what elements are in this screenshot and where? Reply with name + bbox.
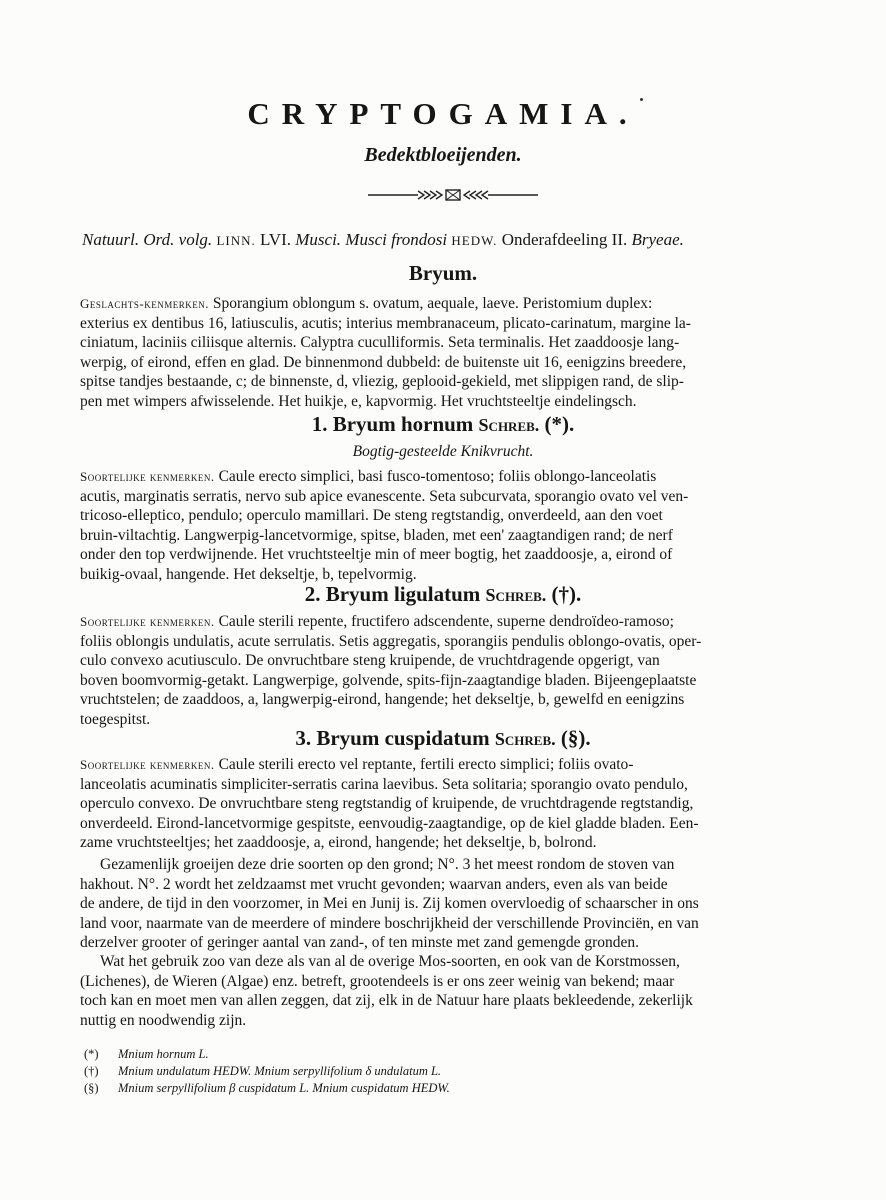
text-line: toch kan en moet men van allen zeggen, dat zij, elk in de Natuur hare plaats bekleedende, zekerlijk [80, 992, 693, 1009]
subdivision-label: Onderafdeeling II. [501, 230, 628, 249]
habitat-paragraph [80, 855, 822, 953]
text-line: culo convexo acutiusculo. De onvruchtbare steng kruipende, de vruchtdragende opgerigt, van [80, 652, 660, 669]
ornament-divider-icon [368, 189, 538, 201]
species-author: Schreb. [494, 729, 556, 749]
text-line: onder den top verdwijnende. Het vruchtsteeltje min of meer bogtig, het zaaddoosje, a, eirond of [80, 546, 673, 563]
order-classification [82, 230, 822, 250]
text-line: ciniatum, laciniis ciliisque alternis. Calyptra cuculliformis. Seta terminalis. Het zaaddoosje lang- [80, 334, 680, 351]
species-author: Schreb. [478, 415, 540, 435]
order-number: LVI. [259, 230, 291, 249]
text-line: boven boomvormig-getakt. Langwerpige, golvende, spits-fijn-zaagtandige bladen. Bijeengeplaatste [80, 671, 697, 689]
page-subtitle: Bedektbloeijenden. [364, 144, 522, 166]
species-dutch-name: Bogtig-gesteelde Knikvrucht. [352, 443, 534, 460]
text-line: toegespitst. [80, 710, 151, 728]
footnote-mark: (†). [551, 582, 582, 606]
text-line: zame vruchtsteeltjes; het zaaddoosje, a, eirond, hangende; het dekseltje, b, bolrond. [80, 834, 597, 851]
genus-characteristics [80, 294, 822, 411]
species-characteristics-3 [80, 755, 822, 853]
species-heading-2 [0, 582, 886, 607]
subdivision-name: Bryeae. [631, 230, 684, 249]
species-label: Soortelijke kenmerken. [80, 757, 215, 772]
text-line: lanceolatis acuminatis simpliciter-serratis carina laevibus. Seta solitaria; sporangio ovato pendulo, [80, 775, 688, 793]
footnote-mark: (*). [544, 412, 575, 436]
text-line: hakhout. N°. 2 wordt het zeldzaamst met vrucht gevonden; waarvan anders, even als van beide [80, 875, 668, 893]
species-number: 3. [295, 726, 312, 750]
text-line: derzelver grooter of geringer aantal van zand-, of ten minste met zand gemengde gronden. [80, 934, 640, 951]
text-line: de andere, de tijd in den voorzomer, in Mei en Junij is. Zij komen overvloedig of schaarscher in ons [80, 895, 699, 912]
text-line: werpig, of eirond, effen en glad. De binnenmond dubbeld: de buitenste uit 16, eenigzins breedere, [80, 353, 687, 371]
species-author: Schreb. [485, 585, 547, 605]
footnote-item [84, 1063, 704, 1080]
text-line: land voor, naarmate van de meerdere of mindere boschrijkheid der verschillende Provinciën, en van [80, 914, 699, 932]
footnote-text: Mnium serpyllifolium β cuspidatum L. Mnium cuspidatum HEDW. [118, 1081, 450, 1095]
genus-heading: Bryum. [408, 261, 478, 285]
species-name: Bryum hornum [332, 412, 474, 436]
footnote-mark: (§). [560, 726, 591, 750]
author-hedw: HEDW. [451, 233, 498, 248]
text-line: acutis, marginatis serratis, nervo sub apice evanescente. Seta subcurvata, sporangio ovato vel ven- [80, 487, 689, 505]
text-line: exterius ex dentibus 16, latiusculis, acutis; interius membranaceum, plicato-carinatum, margine la- [80, 314, 691, 332]
species-characteristics-1 [80, 467, 822, 584]
text-line: Caule sterili repente, fructifero adscendente, superne dendroïdeo-ramoso; [218, 613, 674, 630]
species-label: Soortelijke kenmerken. [80, 614, 215, 629]
species-heading-1 [0, 412, 886, 437]
ink-speck [640, 98, 643, 101]
order-label: Natuurl. Ord. volg. [82, 230, 213, 249]
footnotes [84, 1046, 704, 1097]
text-line: Wat het gebruik zoo van deze als van al de overige Mos-soorten, en ook van de Korstmossen, [100, 953, 680, 970]
species-name: Bryum ligulatum [325, 582, 481, 606]
text-line: Sporangium oblongum s. ovatum, aequale, laeve. Peristomium duplex: [212, 295, 653, 312]
text-line: Caule erecto simplici, basi fusco-tomentoso; foliis oblongo-lanceolatis [218, 468, 657, 485]
text-line: bruin-viltachtig. Langwerpig-lancetvormige, spitse, bladen, met een' zaagtandigen rand; de nerf [80, 526, 673, 544]
footnote-symbol: (§) [84, 1081, 99, 1095]
text-line: vruchtstelen; de zaaddoos, a, langwerpig-eirond, hangende; het dekseltje, b, gewelfd en eenigzins [80, 691, 685, 708]
order-musci: Musci. [295, 230, 342, 249]
usage-paragraph [80, 952, 822, 1030]
order-musci-frondosi: Musci frondosi [345, 230, 448, 249]
text-line: pen met wimpers afwisselende. Het huikje, e, kapvormig. Het vruchtsteeltje eindelingsch. [80, 392, 637, 410]
text-line: tricoso-elleptico, pendulo; operculo mamillari. De steng regtstandig, onverdeeld, aan den voet [80, 507, 663, 524]
text-line: (Lichenes), de Wieren (Algae) enz. betreft, grootendeels is er ons zeer weinig van bekend; maar [80, 972, 675, 990]
species-characteristics-2 [80, 612, 822, 729]
text-line: onverdeeld. Eirond-lancetvormige gespitste, eenvoudig-zaagtandige, op de kiel gladde bladen. Een- [80, 814, 699, 832]
text-line: operculo convexo. De onvruchtbare steng regtstandig of kruipende, de vruchtdragende regtstandig, [80, 795, 694, 812]
text-line: Gezamenlijk groeijen deze drie soorten op den grond; N°. 3 het meest rondom de stoven van [100, 856, 675, 873]
text-line: spitse tandjes bestaande, c; de binnenste, d, vliezig, geplooid-gekield, met slippigen rand, de slip- [80, 373, 684, 390]
footnote-item [84, 1046, 704, 1063]
species-label: Soortelijke kenmerken. [80, 469, 215, 484]
text-line: buikig-ovaal, hangende. Het dekseltje, b, tepelvormig. [80, 565, 417, 583]
ornament-divider [368, 189, 538, 201]
footnote-text: Mnium hornum L. [118, 1047, 209, 1061]
species-number: 2. [304, 582, 321, 606]
text-line: foliis oblongis undulatis, acute serrulatis. Setis aggregatis, sporangiis pendulis oblongo-ovatis, oper- [80, 632, 702, 650]
footnote-symbol: (†) [84, 1064, 99, 1078]
footnote-item [84, 1080, 704, 1097]
footnote-text: Mnium undulatum HEDW. Mnium serpyllifolium δ undulatum L. [118, 1064, 442, 1078]
page-title: CRYPTOGAMIA. [247, 96, 639, 131]
footnote-symbol: (*) [84, 1047, 99, 1061]
text-line: Caule sterili erecto vel reptante, fertili erecto simplici; foliis ovato- [218, 756, 634, 773]
species-number: 1. [311, 412, 328, 436]
author-linn: LINN. [216, 233, 256, 248]
genus-label: Geslachts-kenmerken. [80, 296, 209, 311]
species-heading-3 [0, 726, 886, 751]
text-line: nuttig en noodwendig zijn. [80, 1011, 247, 1029]
species-name: Bryum cuspidatum [316, 726, 490, 750]
